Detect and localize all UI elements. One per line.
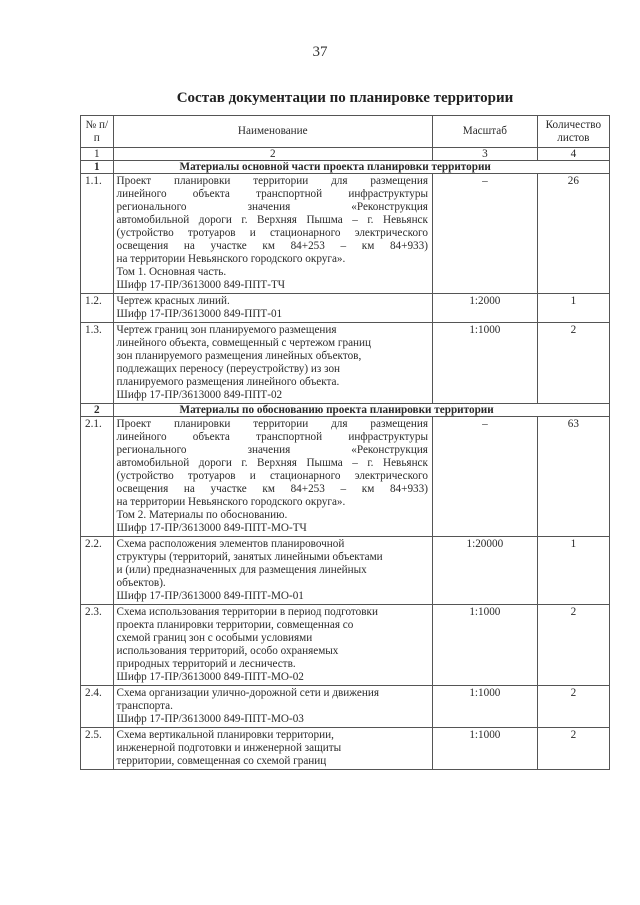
section-row bbox=[81, 161, 610, 174]
description-line: структуры (территорий, занятых линейными объектами bbox=[116, 551, 383, 563]
documentation-table bbox=[80, 115, 610, 770]
header-sheets: Количество листов bbox=[537, 116, 609, 148]
column-number: 2 bbox=[113, 148, 432, 161]
description-line: регионального значения «Реконструкция bbox=[116, 201, 428, 213]
row-scale: 1:1000 bbox=[432, 605, 537, 686]
row-description bbox=[113, 174, 432, 294]
description-line: Шифр 17-ПР/3613000 849-ППТ-МО-01 bbox=[116, 590, 304, 602]
description-line: Шифр 17-ПР/3613000 849-ППТ-МО-02 bbox=[116, 671, 304, 683]
column-number: 3 bbox=[432, 148, 537, 161]
description-line: Схема вертикальной планировки территории, bbox=[116, 729, 334, 741]
row-scale: 1:20000 bbox=[432, 537, 537, 605]
description-line: природных территорий и лесничеств. bbox=[116, 658, 296, 670]
row-description bbox=[113, 323, 432, 404]
row-sheets: 63 bbox=[537, 417, 609, 537]
section-number: 2 bbox=[81, 404, 114, 417]
header-scale: Масштаб bbox=[432, 116, 537, 148]
description-line: проекта планировки территории, совмещенная со bbox=[116, 619, 354, 631]
description-line: Схема использования территории в период подготовки bbox=[116, 606, 378, 618]
description-line: Чертеж границ зон планируемого размещения bbox=[116, 324, 337, 336]
description-line: (устройство тротуаров и стационарного электрического bbox=[116, 227, 428, 239]
description-line: автомобильной дороги г. Верхняя Пышма – г. Невьянск bbox=[116, 214, 428, 226]
row-sheets: 2 bbox=[537, 686, 609, 728]
row-scale: 1:2000 bbox=[432, 294, 537, 323]
row-sheets: 2 bbox=[537, 605, 609, 686]
section-title: Материалы по обоснованию проекта планировки территории bbox=[113, 404, 609, 417]
description-line: освещения на участке км 84+253 – км 84+933) bbox=[116, 483, 428, 495]
row-sheets: 1 bbox=[537, 294, 609, 323]
row-scale: 1:1000 bbox=[432, 323, 537, 404]
row-sheets: 1 bbox=[537, 537, 609, 605]
row-number: 1.2. bbox=[81, 294, 114, 323]
description-line: автомобильной дороги г. Верхняя Пышма – г. Невьянск bbox=[116, 457, 428, 469]
row-number: 2.5. bbox=[81, 728, 114, 770]
header-name: Наименование bbox=[113, 116, 432, 148]
description-line: Проект планировки территории для размещения bbox=[116, 175, 428, 187]
description-line: подлежащих переносу (переустройству) из зон bbox=[116, 363, 341, 375]
table-row bbox=[81, 294, 610, 323]
row-number: 2.3. bbox=[81, 605, 114, 686]
description-line: использования территорий, особо охраняемых bbox=[116, 645, 339, 657]
header-num: № п/п bbox=[81, 116, 114, 148]
row-description bbox=[113, 728, 432, 770]
row-number: 1.3. bbox=[81, 323, 114, 404]
description-line: Шифр 17-ПР/3613000 849-ППТ-01 bbox=[116, 308, 283, 320]
row-sheets: 2 bbox=[537, 323, 609, 404]
description-line: транспорта. bbox=[116, 700, 173, 712]
document-title: Состав документации по планировке территории bbox=[176, 90, 514, 106]
row-number: 1.1. bbox=[81, 174, 114, 294]
description-line: объектов). bbox=[116, 577, 166, 589]
row-sheets: 2 bbox=[537, 728, 609, 770]
description-line: на территории Невьянского городского округа». bbox=[116, 253, 346, 265]
description-line: линейного объекта транспортной инфраструктуры bbox=[116, 431, 428, 443]
row-scale: – bbox=[432, 417, 537, 537]
description-line: Шифр 17-ПР/3613000 849-ППТ-02 bbox=[116, 389, 283, 401]
description-line: инженерной подготовки и инженерной защиты bbox=[116, 742, 342, 754]
description-line: Проект планировки территории для размещения bbox=[116, 418, 428, 430]
table-row bbox=[81, 417, 610, 537]
description-line: Том 2. Материалы по обоснованию. bbox=[116, 509, 288, 521]
description-line: Том 1. Основная часть. bbox=[116, 266, 227, 278]
description-line: территории, совмещенная со схемой границ bbox=[116, 755, 327, 767]
description-line: Схема организации улично-дорожной сети и движения bbox=[116, 687, 379, 699]
description-line: (устройство тротуаров и стационарного электрического bbox=[116, 470, 428, 482]
row-description bbox=[113, 686, 432, 728]
section-title: Материалы основной части проекта планировки территории bbox=[113, 161, 609, 174]
description-line: освещения на участке км 84+253 – км 84+933) bbox=[116, 240, 428, 252]
table-header-row bbox=[81, 116, 610, 148]
table-row bbox=[81, 537, 610, 605]
description-line: линейного объекта, совмещенный с чертежом границ bbox=[116, 337, 371, 349]
table-row bbox=[81, 174, 610, 294]
row-sheets: 26 bbox=[537, 174, 609, 294]
description-line: схемой границ зон с особыми условиями bbox=[116, 632, 313, 644]
row-description bbox=[113, 537, 432, 605]
row-number: 2.2. bbox=[81, 537, 114, 605]
table-body bbox=[81, 161, 610, 770]
page-number: 37 bbox=[312, 44, 328, 60]
description-line: Шифр 17-ПР/3613000 849-ППТ-МО-03 bbox=[116, 713, 304, 725]
table-row bbox=[81, 323, 610, 404]
description-line: линейного объекта транспортной инфраструктуры bbox=[116, 188, 428, 200]
description-line: планируемого размещения линейного объекта. bbox=[116, 376, 340, 388]
description-line: и (или) предназначенных для размещения линейных bbox=[116, 564, 367, 576]
column-number: 4 bbox=[537, 148, 609, 161]
table-row bbox=[81, 728, 610, 770]
row-description bbox=[113, 605, 432, 686]
table-row bbox=[81, 686, 610, 728]
row-description bbox=[113, 294, 432, 323]
description-line: Схема расположения элементов планировочной bbox=[116, 538, 345, 550]
column-number: 1 bbox=[81, 148, 114, 161]
description-line: Шифр 17-ПР/3613000 849-ППТ-МО-ТЧ bbox=[116, 522, 307, 534]
column-number-row bbox=[81, 148, 610, 161]
row-scale: – bbox=[432, 174, 537, 294]
row-scale: 1:1000 bbox=[432, 686, 537, 728]
section-row bbox=[81, 404, 610, 417]
row-number: 2.4. bbox=[81, 686, 114, 728]
description-line: регионального значения «Реконструкция bbox=[116, 444, 428, 456]
description-line: зон планируемого размещения линейных объектов, bbox=[116, 350, 362, 362]
table-row bbox=[81, 605, 610, 686]
description-line: Шифр 17-ПР/3613000 849-ППТ-ТЧ bbox=[116, 279, 286, 291]
description-line: на территории Невьянского городского округа». bbox=[116, 496, 346, 508]
row-description bbox=[113, 417, 432, 537]
row-scale: 1:1000 bbox=[432, 728, 537, 770]
description-line: Чертеж красных линий. bbox=[116, 295, 230, 307]
section-number: 1 bbox=[81, 161, 114, 174]
row-number: 2.1. bbox=[81, 417, 114, 537]
